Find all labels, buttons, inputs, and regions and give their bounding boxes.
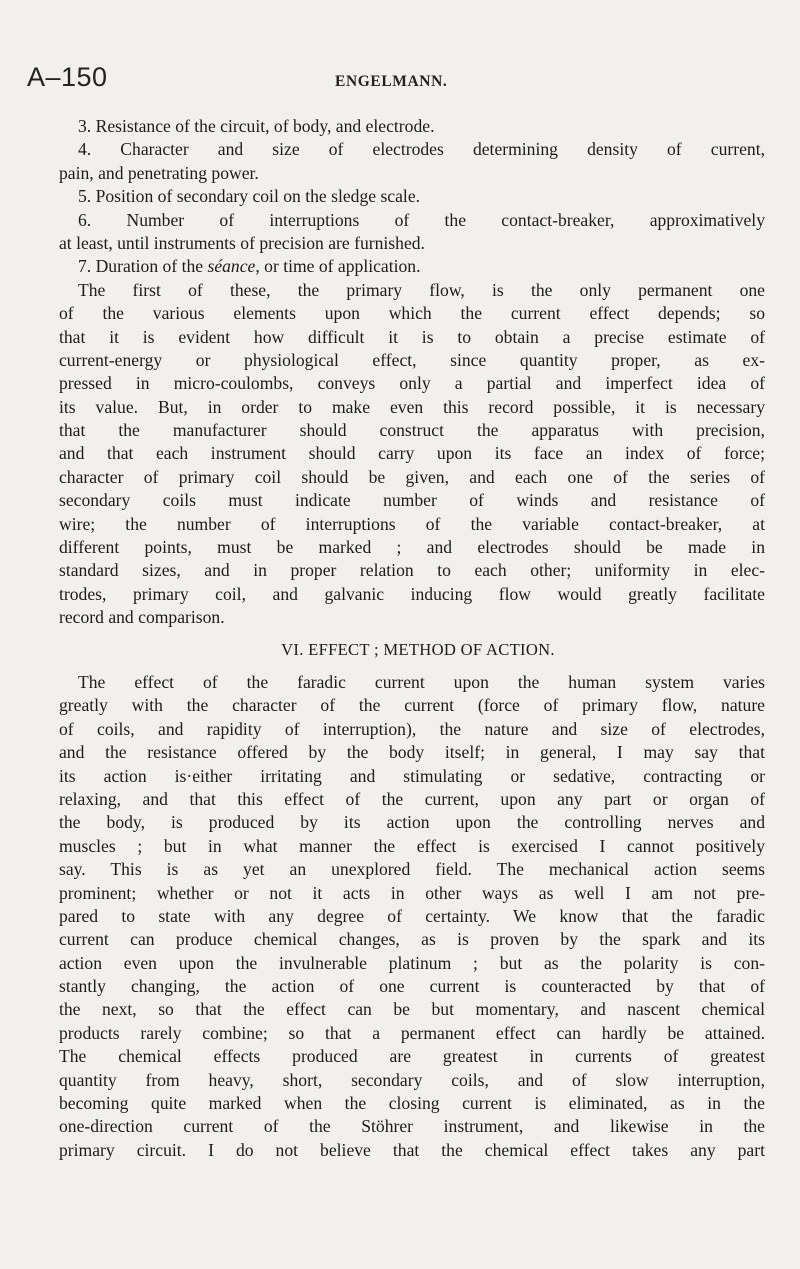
list-item [59,255,765,278]
paragraph-line: prominent; whether or not it acts in other ways as well I am not pre- [59,882,765,903]
list-item-continuation: pain, and penetrating power. [59,162,259,183]
paragraph-line: pared to state with any degree of certainty. We know that the faradic [59,905,765,926]
list-item-text: 7. Duration of the [78,256,208,277]
paragraph-line: greatly with the character of the current (force of primary flow, nature [59,695,765,716]
paragraph-line: say. This is as yet an unexplored field. The mechanical action seems [59,859,765,880]
paragraph-line: wire; the number of interruptions of the variable contact-breaker, at [59,513,765,534]
paragraph-line: primary circuit. I do not believe that the chemical effect takes any part [59,1139,765,1160]
paragraph-line: The effect of the faradic current upon the human system varies [78,671,765,692]
paragraph-line: products rarely combine; so that a permanent effect can hardly be attained. [59,1022,765,1043]
paragraph-line: pressed in micro-coulombs, conveys only a partial and imperfect idea of [59,373,765,394]
section-heading: VI. EFFECT ; METHOD OF ACTION. [281,639,555,659]
paragraph-line: current can produce chemical changes, as is proven by the spark and its [59,929,765,950]
paragraph-line: that it is evident how difficult it is to obtain a precise estimate of [59,326,765,347]
paragraph-line: standard sizes, and in proper relation to each other; uniformity in elec- [59,560,765,581]
paragraph-line: trodes, primary coil, and galvanic inducing flow would greatly facilitate [59,583,765,604]
list-item: 5. Position of secondary coil on the sledge scale. [78,186,421,207]
paragraph-line: its action is·either irritating and stimulating or sedative, contracting or [59,765,765,786]
paragraph-line: of the various elements upon which the current effect depends; so [59,303,765,324]
paragraph-line: that the manufacturer should construct the apparatus with precision, [59,420,765,441]
paragraph-line: one-direction current of the Stöhrer instrument, and likewise in the [59,1116,765,1137]
paragraph-line: secondary coils must indicate number of winds and resistance of [59,490,765,511]
paragraph-line: quantity from heavy, short, secondary coils, and of slow interruption, [59,1069,765,1090]
paragraph-line: and that each instrument should carry upon its face an index of force; [59,443,765,464]
list-item: 6. Number of interruptions of the contact-breaker, approximatively [78,209,765,230]
list-item-text: , or time of application. [255,256,421,277]
paragraph-line: its value. But, in order to make even this record possible, it is necessary [59,396,765,417]
paragraph-line: of coils, and rapidity of interruption), the nature and size of electrodes, [59,718,765,739]
paragraph-line: muscles ; but in what manner the effect is exercised I cannot positively [59,835,765,856]
paragraph-line: The first of these, the primary flow, is the only permanent one [78,279,765,300]
paragraph-line: the next, so that the effect can be but momentary, and nascent chemical [59,999,765,1020]
running-head: ENGELMANN. [335,73,448,90]
paragraph-line: The chemical effects produced are greatest in currents of greatest [59,1046,765,1067]
paragraph-line: and the resistance offered by the body itself; in general, I may say that [59,742,765,763]
paragraph-line: current-energy or physiological effect, since quantity proper, as ex- [59,349,765,370]
list-item: 3. Resistance of the circuit, of body, and electrode. [78,116,435,136]
list-item: 4. Character and size of electrodes determining density of current, [78,139,765,160]
paragraph-line: stantly changing, the action of one current is counteracted by that of [59,976,765,997]
paragraph-line: becoming quite marked when the closing current is eliminated, as in the [59,1093,765,1114]
list-item-continuation: at least, until instruments of precision are furnished. [59,232,425,253]
paragraph-line: the body, is produced by its action upon the controlling nerves and [59,812,765,833]
body-text [59,115,765,1162]
paragraph-line: different points, must be marked ; and electrodes should be made in [59,537,765,558]
page-number: A–150 [27,62,108,92]
paragraph-line: character of primary coil should be given, and each one of the series of [59,466,765,487]
paragraph-line: action even upon the invulnerable platinum ; but as the polarity is con- [59,952,765,973]
emphasis-text: séance [207,256,256,277]
paragraph-line: relaxing, and that this effect of the current, upon any part or organ of [59,788,765,809]
paragraph-line: record and comparison. [59,607,225,628]
